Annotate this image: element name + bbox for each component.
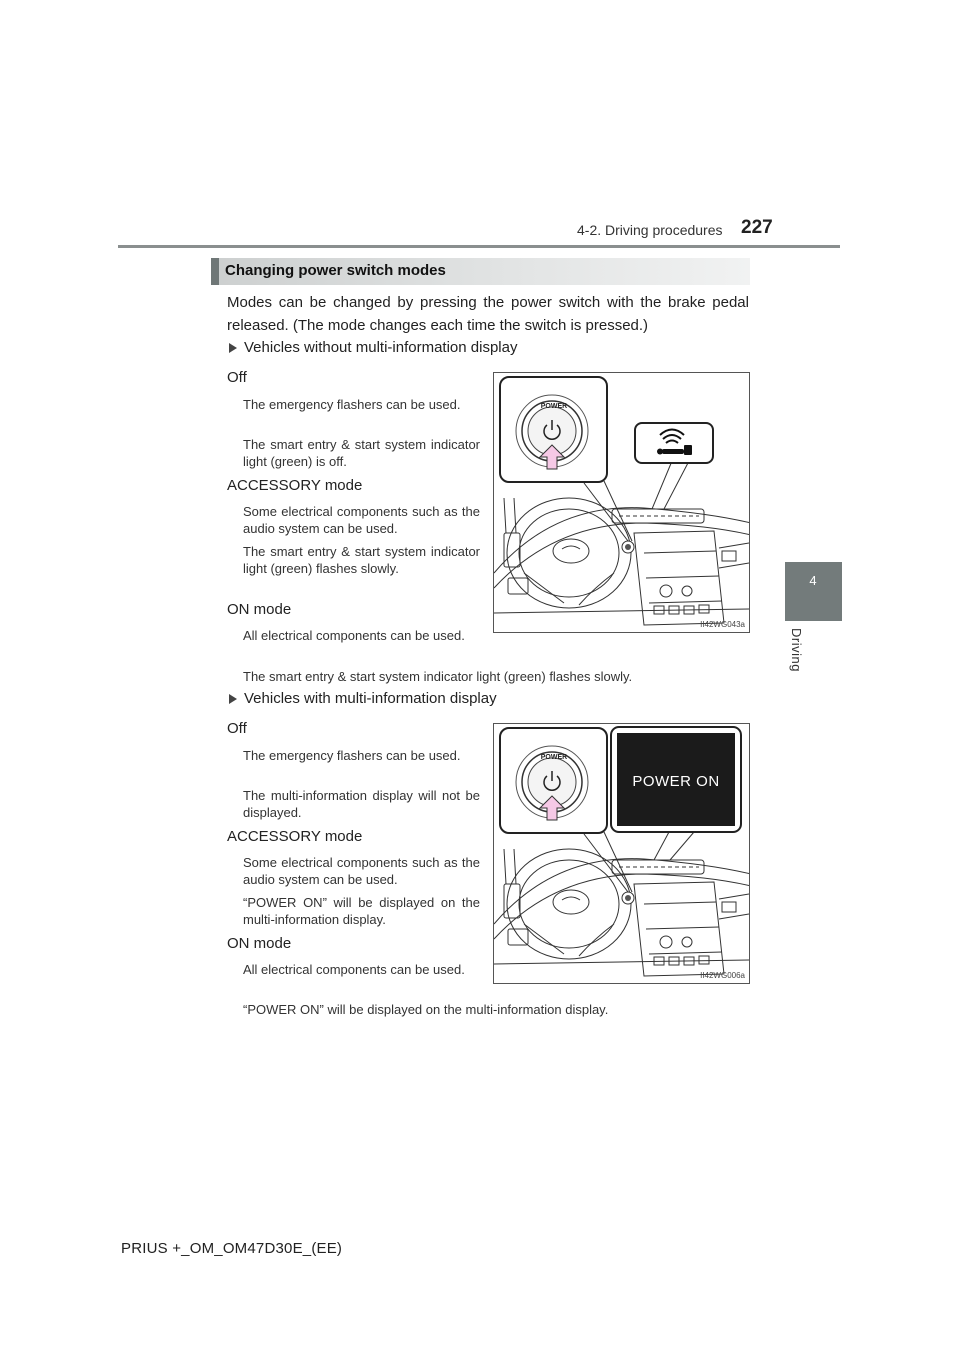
group1-heading — [227, 339, 517, 356]
group1-acc-desc2: The smart entry & start system indicator light (green) flashes slowly. — [243, 544, 480, 576]
header-rule — [118, 245, 840, 248]
figure2-display-text: POWER ON — [632, 773, 720, 790]
group1-on-desc2: The smart entry & start system indicator light (green) flashes slowly. — [243, 669, 633, 684]
chapter-tab — [785, 562, 842, 621]
triangle-bullet-icon — [229, 694, 237, 704]
group2-off-desc1: The emergency flashers can be used. — [243, 748, 461, 763]
figure1-button-label: POWER — [540, 403, 568, 410]
group2-acc-desc2: “POWER ON” will be displayed on the multi-information display. — [243, 895, 480, 927]
figure1-code: II42WG043a — [700, 620, 745, 629]
chapter-tab-label: Driving — [789, 628, 804, 672]
figure-power-switch-without-display — [493, 372, 750, 633]
group1-on-title: ON mode — [227, 601, 292, 618]
group2-off-title: Off — [227, 720, 247, 737]
figure2-button-label: POWER — [540, 754, 568, 761]
group2-heading — [227, 690, 497, 707]
dashboard-illustration — [494, 373, 750, 633]
section-title: Changing power switch modes — [225, 262, 446, 279]
figure-power-switch-with-display — [493, 723, 750, 984]
group2-on-desc2: “POWER ON” will be displayed on the multi-information display. — [243, 1002, 609, 1017]
group2-on-desc1: All electrical components can be used. — [243, 962, 465, 977]
group1-heading-text: Vehicles without multi-information display — [244, 339, 518, 356]
group2-off-desc2: The multi-information display will not be displayed. — [243, 788, 480, 820]
group2-acc-title: ACCESSORY mode — [227, 828, 363, 845]
dashboard-illustration — [494, 724, 750, 984]
group1-on-desc1: All electrical components can be used. — [243, 628, 465, 643]
intro-paragraph: Modes can be changed by pressing the power switch with the brake pedal released. (The mode changes each time the switch is pressed.) — [227, 294, 749, 334]
section-title-bar — [211, 258, 750, 285]
group2-acc-desc1: Some electrical components such as the audio system can be used. — [243, 855, 480, 887]
group1-off-desc2: The smart entry & start system indicator light (green) is off. — [243, 437, 480, 469]
triangle-bullet-icon — [229, 343, 237, 353]
chapter-tab-number: 4 — [809, 573, 817, 588]
group2-on-title: ON mode — [227, 935, 292, 952]
running-header-section: 4-2. Driving procedures — [577, 222, 723, 238]
group2-heading-text: Vehicles with multi-information display — [244, 690, 497, 707]
group1-off-desc1: The emergency flashers can be used. — [243, 397, 461, 412]
group1-acc-title: ACCESSORY mode — [227, 477, 363, 494]
group1-off-title: Off — [227, 369, 247, 386]
figure2-code: II42WG006a — [700, 971, 745, 980]
footer-document-code: PRIUS +_OM_OM47D30E_(EE) — [121, 1240, 343, 1257]
group1-acc-desc1: Some electrical components such as the audio system can be used. — [243, 504, 480, 536]
page-number: 227 — [741, 217, 773, 238]
